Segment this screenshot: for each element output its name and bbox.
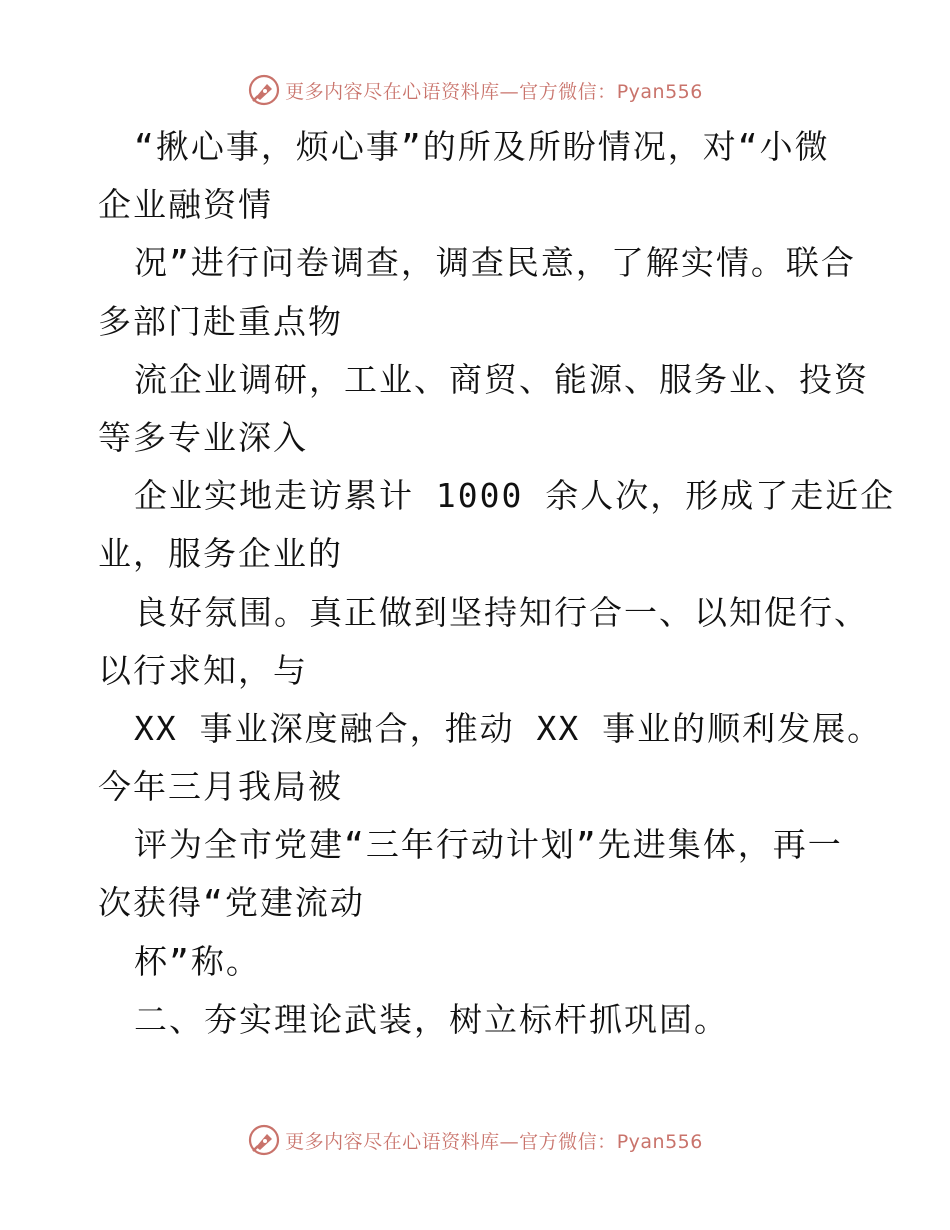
text-line: “揪心事，烦心事”的所及所盼情况，对“小微 <box>134 127 830 166</box>
text-line: XX 事业深度融合，推动 XX 事业的顺利发展。 <box>134 708 883 748</box>
text-line: 业，服务企业的 <box>98 534 343 574</box>
text-line: 流企业调研，工业、商贸、能源、服务业、投资 <box>134 359 869 399</box>
footer-watermark-text: 更多内容尽在心语资料库—官方微信：Pyan556 <box>285 1130 703 1153</box>
section-heading: 二、夯实理论武装，树立标杆抓巩固。 <box>134 999 729 1039</box>
text-line: 等多专业深入 <box>98 417 308 457</box>
pen-nib-logo-icon <box>247 1123 281 1157</box>
pen-nib-logo-icon <box>247 73 281 107</box>
text-line: 今年三月我局被 <box>98 767 343 807</box>
text-line: 以行求知，与 <box>98 650 308 690</box>
text-line: 企业融资情 <box>98 185 273 225</box>
document-body <box>98 118 896 1049</box>
header-watermark <box>247 73 703 107</box>
text-line: 企业实地走访累计 1000 余人次，形成了走近企 <box>134 476 896 516</box>
text-line: 良好氛围。真正做到坚持知行合一、以知促行、 <box>134 592 869 632</box>
text-line: 多部门赴重点物 <box>98 301 343 341</box>
footer-watermark <box>247 1123 703 1157</box>
text-line: 况”进行问卷调查，调查民意，了解实情。联合 <box>134 243 856 283</box>
text-line: 次获得“党建流动 <box>98 883 365 923</box>
footer-watermark-banner <box>0 1120 950 1160</box>
header-watermark-text: 更多内容尽在心语资料库—官方微信：Pyan556 <box>285 80 703 103</box>
header-watermark-banner <box>0 70 950 110</box>
text-line: 杯”称。 <box>134 941 261 981</box>
text-line: 评为全市党建“三年行动计划”先进集体，再一 <box>134 825 843 865</box>
